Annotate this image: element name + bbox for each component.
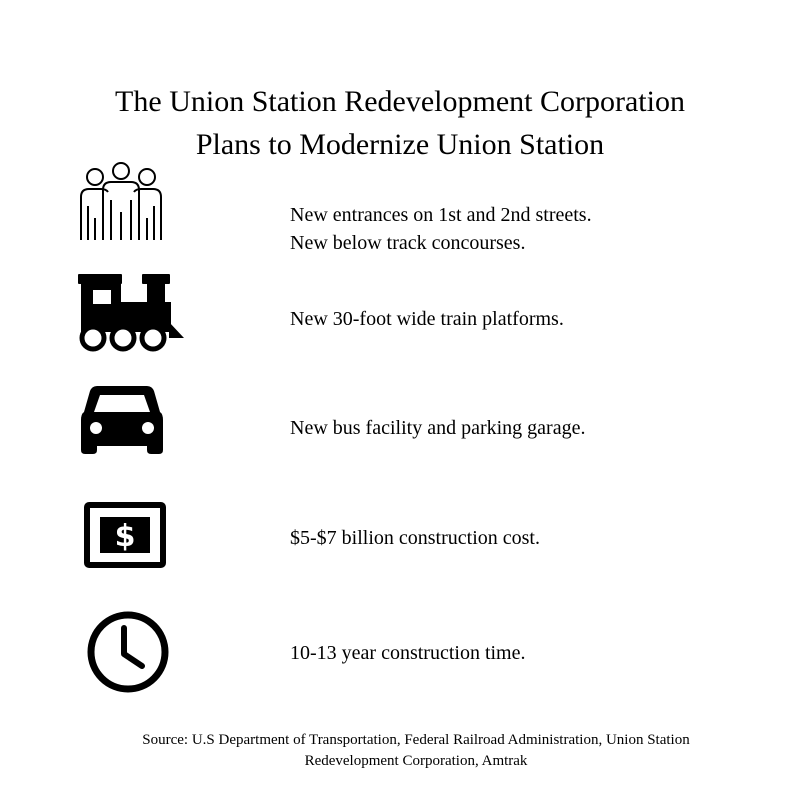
- title-line-1: The Union Station Redevelopment Corporation: [115, 85, 685, 118]
- car-icon: [81, 386, 163, 458]
- dollar-bill-icon: [84, 502, 166, 568]
- title-line-2: Plans to Modernize Union Station: [195, 128, 605, 161]
- item-cost-text: [290, 524, 540, 552]
- svg-text:$: $: [114, 519, 136, 554]
- page-title: [0, 80, 800, 166]
- item-time-line-1: 10-13 year construction time.: [290, 642, 526, 664]
- source-line-1: Source: U.S Department of Transportation, Federal Railroad Administration, Union Station: [142, 732, 690, 748]
- item-entrances-text: [290, 201, 592, 257]
- item-bus-facility-text: [290, 414, 585, 442]
- item-entrances-line-1: New entrances on 1st and 2nd streets.: [290, 204, 592, 226]
- train-icon: [76, 272, 188, 354]
- item-cost-line-1: $5-$7 billion construction cost.: [290, 527, 540, 549]
- item-entrances-line-2: New below track concourses.: [290, 232, 526, 254]
- people-group-icon: [78, 160, 164, 242]
- source-note: [116, 730, 716, 772]
- clock-icon: [86, 610, 170, 694]
- item-platforms-text: [290, 305, 564, 333]
- item-bus-facility-line-1: New bus facility and parking garage.: [290, 417, 586, 439]
- source-line-2: Redevelopment Corporation, Amtrak: [304, 753, 528, 769]
- item-platforms-line-1: New 30-foot wide train platforms.: [290, 308, 564, 330]
- item-time-text: [290, 639, 526, 667]
